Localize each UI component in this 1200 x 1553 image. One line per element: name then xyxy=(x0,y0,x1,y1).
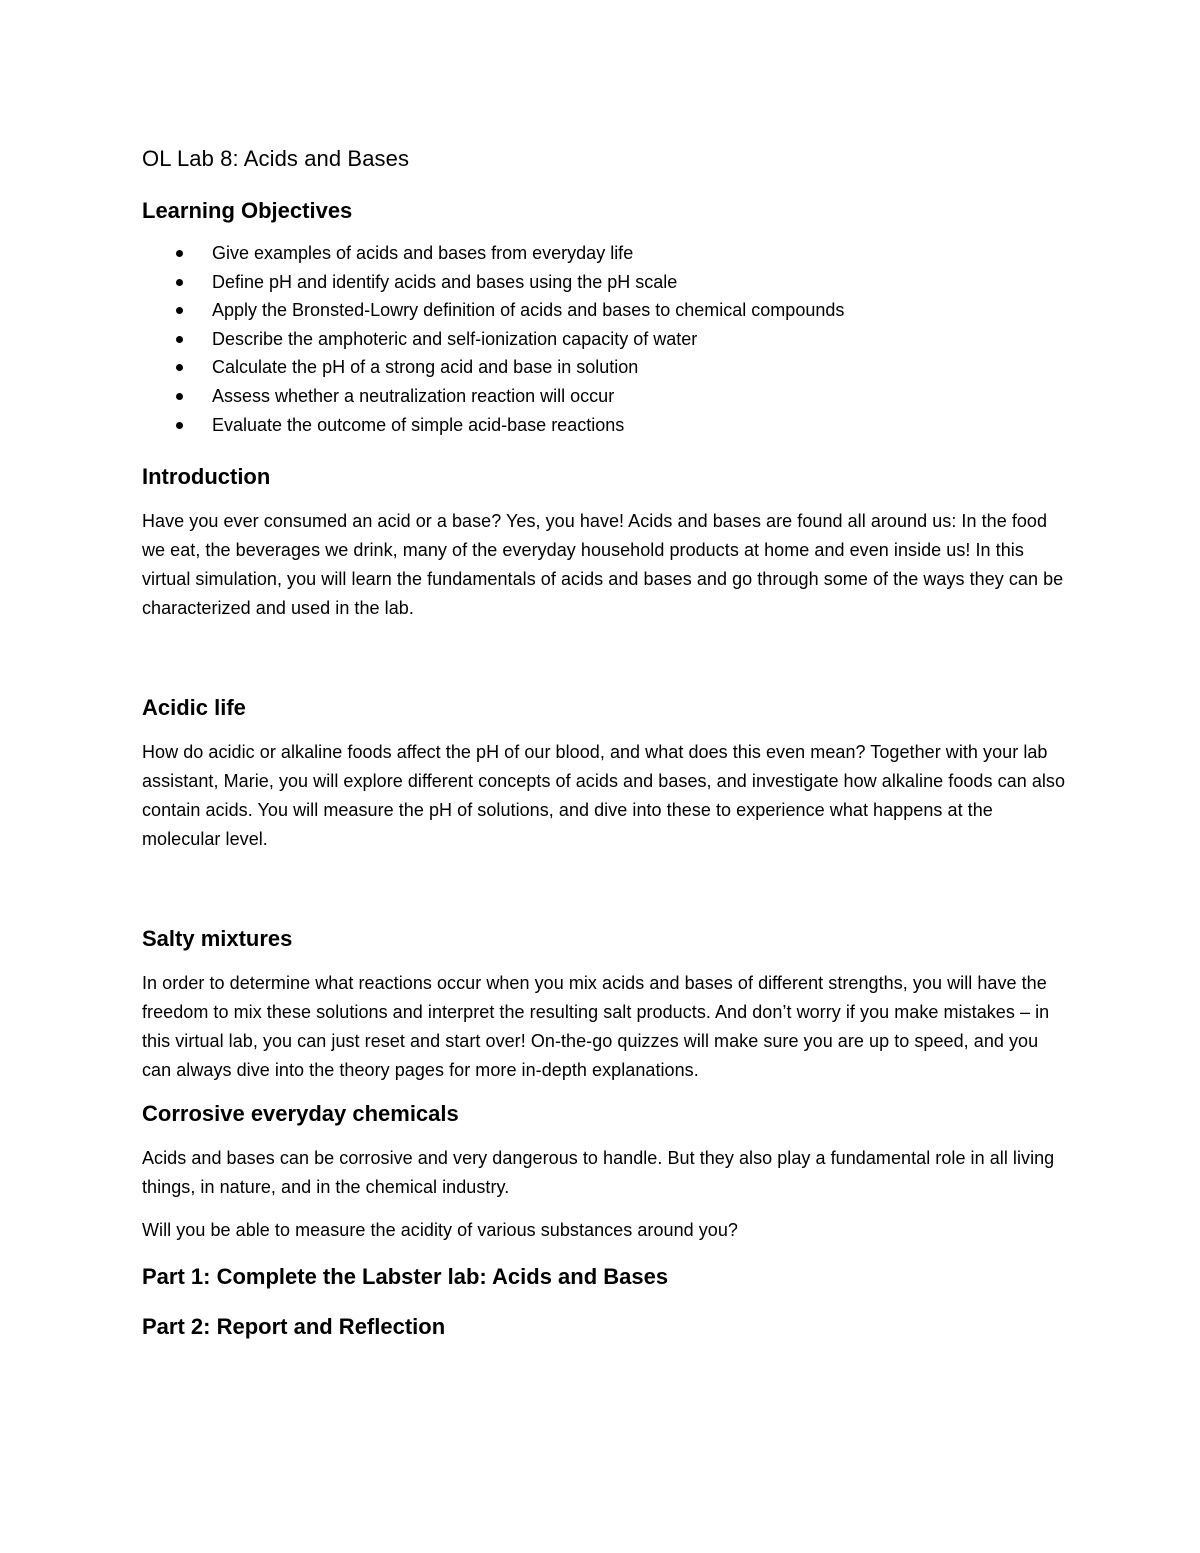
bullet-icon xyxy=(176,279,183,286)
corrosive-heading: Corrosive everyday chemicals xyxy=(142,1101,459,1127)
corrosive-text-2: Will you be able to measure the acidity of various substances around you? xyxy=(142,1220,738,1241)
list-item-text: Assess whether a neutralization reaction will occur xyxy=(212,385,615,406)
introduction-text: Have you ever consumed an acid or a base? Yes, you have! Acids and bases are found all around us: In the food we eat, the beverages we drink, many of the everyday household products at home and even inside us! In this virtual simulation, you will learn the fundamentals of acids and bases and go through some of the ways they can be characterized and used in the lab. xyxy=(142,511,1064,619)
part1-heading: Part 1: Complete the Labster lab: Acids and Bases xyxy=(142,1264,669,1290)
part2-heading: Part 2: Report and Reflection xyxy=(142,1314,446,1340)
list-item-text: Give examples of acids and bases from everyday life xyxy=(212,243,634,263)
list-item xyxy=(142,239,1067,268)
list-item xyxy=(142,382,1067,411)
bullet-icon xyxy=(176,393,183,400)
bullet-icon xyxy=(176,364,183,371)
list-item-text: Evaluate the outcome of simple acid-base reactions xyxy=(212,414,625,435)
bullet-icon xyxy=(176,307,183,314)
acidic-life-text: How do acidic or alkaline foods affect the pH of our blood, and what does this even mean? Together with your lab assistant, Marie, you will explore different concepts of acids and bases, and investigate how alkaline foods can also contain acids. You will measure the pH of solutions, and dive into these to experience what happens at the molecular level. xyxy=(142,742,1066,850)
bullet-icon xyxy=(176,422,183,429)
list-item-text: Describe the amphoteric and self-ionization capacity of water xyxy=(212,328,698,349)
list-item xyxy=(142,411,1067,440)
list-item-text: Calculate the pH of a strong acid and base in solution xyxy=(212,357,639,378)
acidic-life-heading: Acidic life xyxy=(142,695,246,721)
list-item xyxy=(142,353,1067,382)
learning-objectives-list xyxy=(142,239,1067,439)
document-title: OL Lab 8: Acids and Bases xyxy=(142,146,410,171)
list-item-text: Apply the Bronsted-Lowry definition of acids and bases to chemical compounds xyxy=(212,300,845,321)
salty-mixtures-heading: Salty mixtures xyxy=(142,926,293,952)
document-content xyxy=(142,143,1067,1343)
list-item xyxy=(142,268,1067,297)
bullet-icon xyxy=(176,336,183,343)
salty-mixtures-text: In order to determine what reactions occur when you mix acids and bases of different strengths, you will have the freedom to mix these solutions and interpret the resulting salt products. And don’t worry if you make mistakes – in this virtual lab, you can just reset and start over! On-the-go quizzes will make sure you are up to speed, and you can always dive into the theory pages for more in-depth explanations. xyxy=(142,973,1050,1081)
list-item xyxy=(142,296,1067,325)
list-item xyxy=(142,325,1067,354)
learning-objectives-heading: Learning Objectives xyxy=(142,198,353,223)
introduction-heading: Introduction xyxy=(142,464,271,490)
bullet-icon xyxy=(176,250,183,257)
corrosive-text-1: Acids and bases can be corrosive and very dangerous to handle. But they also play a fundamental role in all living things, in nature, and in the chemical industry. xyxy=(142,1148,1055,1198)
list-item-text: Define pH and identify acids and bases using the pH scale xyxy=(212,271,678,292)
